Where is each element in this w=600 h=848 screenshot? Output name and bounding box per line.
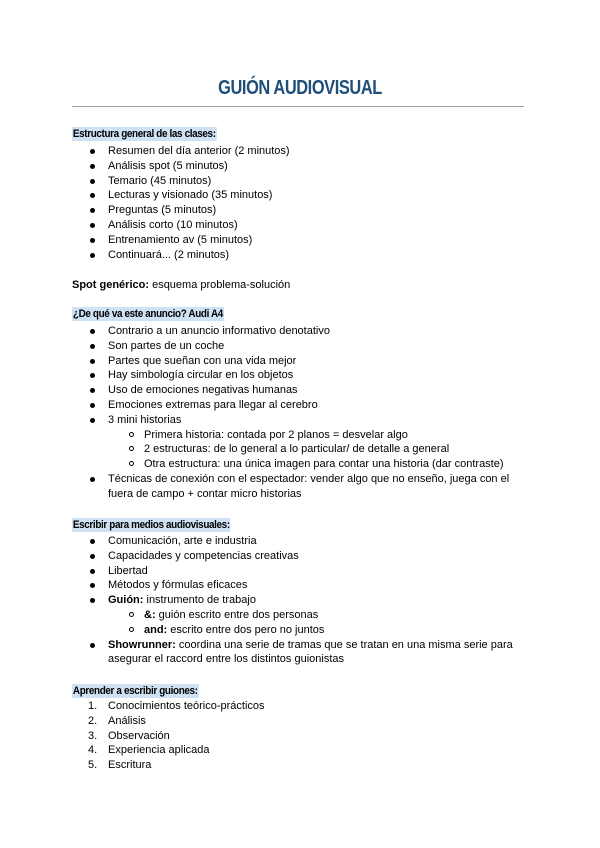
list-item: Emociones extremas para llegar al cerebro — [72, 398, 509, 413]
list-item: Comunicación, arte e industria — [72, 534, 513, 549]
sub-list-item: 2 estructuras: de lo general a lo particular/ de detalle a general — [72, 442, 509, 457]
section-heading-learn-scripts: Aprender a escribir guiones: — [72, 685, 198, 697]
list-item: Resumen del día anterior (2 minutos) — [72, 144, 290, 159]
learn-scripts-list — [72, 699, 265, 773]
bullet-icon — [90, 179, 95, 184]
list-item: Hay simbología circular en los objetos — [72, 368, 509, 383]
list-item: Continuará... (2 minutos) — [72, 248, 290, 263]
list-item: Lecturas y visionado (35 minutos) — [72, 188, 290, 203]
list-item: Entrenamiento av (5 minutos) — [72, 233, 290, 248]
numbered-item: 2. Análisis — [88, 714, 146, 727]
list-item: Preguntas (5 minutos) — [72, 203, 290, 218]
hollow-bullet-icon — [129, 627, 134, 632]
list-item: Showrunner: coordina una serie de tramas que se tratan en una misma serie para — [72, 638, 513, 653]
hollow-bullet-icon — [129, 612, 134, 617]
bullet-icon — [90, 403, 95, 408]
bullet-icon — [90, 238, 95, 243]
bullet-icon — [90, 477, 95, 482]
bullet-icon — [90, 164, 95, 169]
numbered-item: 5. Escritura — [88, 759, 152, 772]
spot-generico-line — [72, 278, 290, 292]
list-item: 3 mini historias — [72, 413, 509, 428]
sub-list-item: Primera historia: contada por 2 planos = desvelar algo — [72, 428, 509, 443]
bullet-icon — [90, 554, 95, 559]
bullet-icon — [90, 418, 95, 423]
section-heading-audi-a4: ¿De qué va este anuncio? Audi A4 — [72, 308, 223, 320]
bullet-icon — [90, 329, 95, 334]
numbered-item: 4. Experiencia aplicada — [88, 744, 210, 757]
list-item: Técnicas de conexión con el espectador: vender algo que no enseño, juega con el — [72, 472, 509, 487]
bullet-icon — [90, 149, 95, 154]
list-item-continuation: asegurar el raccord entre los distintos guionistas — [108, 653, 345, 666]
class-structure-list — [72, 144, 290, 262]
list-item: Métodos y fórmulas eficaces — [72, 578, 513, 593]
title-divider — [72, 106, 524, 107]
spot-label: Spot genérico: — [72, 279, 150, 291]
section-heading-audiovisual-writing: Escribir para medios audiovisuales: — [72, 519, 230, 531]
bullet-icon — [90, 344, 95, 349]
hollow-bullet-icon — [129, 432, 134, 437]
bullet-icon — [90, 253, 95, 258]
list-item: Libertad — [72, 564, 513, 579]
spot-text: esquema problema-solución — [149, 279, 291, 291]
numbered-item: 1. Conocimientos teórico-prácticos — [88, 700, 265, 712]
list-item: Análisis corto (10 minutos) — [72, 218, 290, 233]
audi-analysis-list — [72, 324, 509, 502]
bullet-icon — [90, 539, 95, 544]
list-item: Partes que sueñan con una vida mejor — [72, 354, 509, 369]
bullet-icon — [90, 359, 95, 364]
list-item: Son partes de un coche — [72, 339, 509, 354]
list-item-continuation: fuera de campo + contar micro historias — [108, 487, 302, 500]
bullet-icon — [90, 223, 95, 228]
numbered-item: 3. Observación — [88, 729, 170, 742]
list-item: Contrario a un anuncio informativo denotativo — [72, 324, 509, 339]
sub-list-item: &: guión escrito entre dos personas — [72, 608, 513, 623]
section-heading-class-structure: Estructura general de las clases: — [72, 128, 216, 140]
sub-list-item: and: escrito entre dos pero no juntos — [72, 623, 513, 638]
list-item: Análisis spot (5 minutos) — [72, 159, 290, 174]
audiovisual-writing-list — [72, 534, 513, 667]
list-item: Uso de emociones negativas humanas — [72, 383, 509, 398]
list-item: Guión: instrumento de trabajo — [72, 593, 513, 608]
sub-list-item: Otra estructura: una única imagen para contar una historia (dar contraste) — [72, 457, 509, 472]
list-item: Temario (45 minutos) — [72, 174, 290, 189]
bullet-icon — [90, 643, 95, 648]
bullet-icon — [90, 569, 95, 574]
list-item: Capacidades y competencias creativas — [72, 549, 513, 564]
document-title: GUIÓN AUDIOVISUAL — [218, 77, 382, 99]
